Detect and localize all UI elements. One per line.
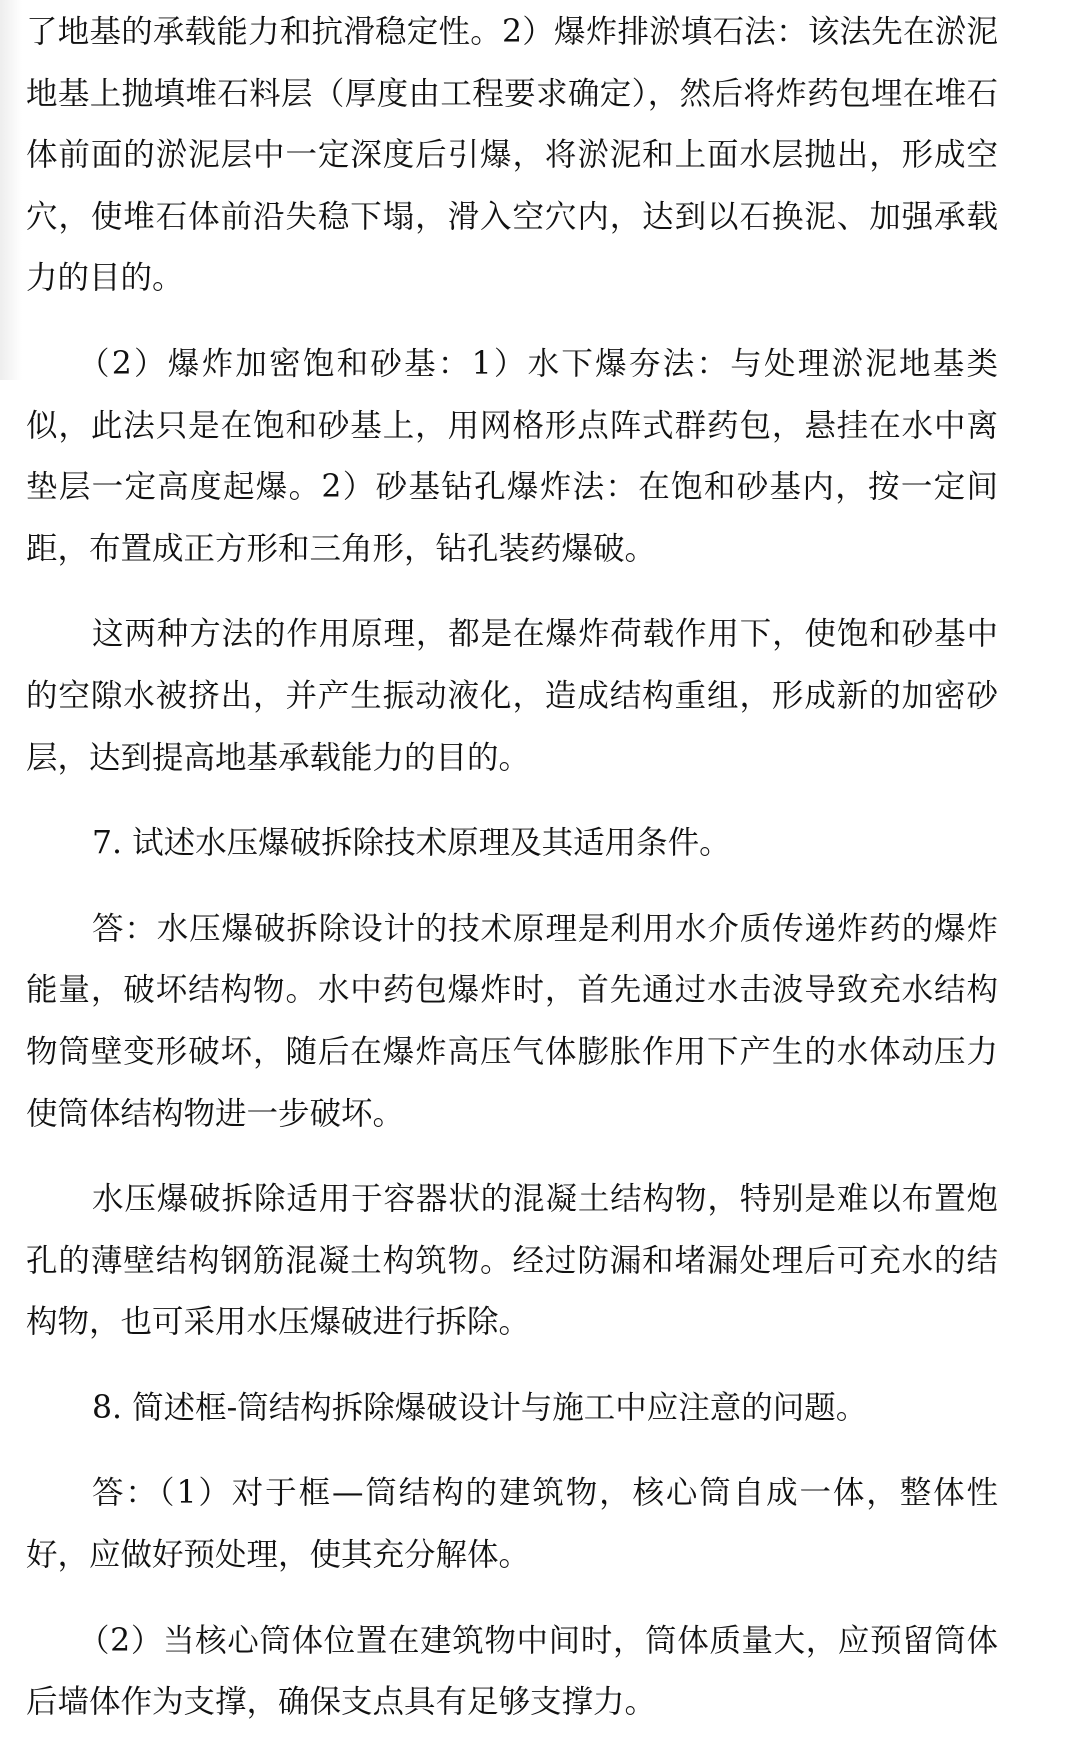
answer-7-principle: 答：水压爆破拆除设计的技术原理是利用水介质传递炸药的爆炸能量，破坏结构物。水中药包爆炸时，首先通过水击波导致充水结构物筒壁变形破坏，随后在爆炸高压气体膨胀作用下产生的水体动压力使筒体结构物进一步破坏。 xyxy=(26,910,998,1132)
answer-8-item-2: （2）当核心筒体位置在建筑物中间时，筒体质量大，应预留筒体后墙体作为支撑，确保支点具有足够支撑力。 xyxy=(26,1622,998,1721)
paragraph-working-principle: 这两种方法的作用原理，都是在爆炸荷载作用下，使饱和砂基中的空隙水被挤出，并产生振动液化，造成结构重组，形成新的加密砂层，达到提高地基承载能力的目的。 xyxy=(26,616,998,776)
question-8: 8. 简述框-筒结构拆除爆破设计与施工中应注意的问题。 xyxy=(92,1389,868,1426)
answer-7-conditions: 水压爆破拆除适用于容器状的混凝土结构物，特别是难以布置炮孔的薄壁结构钢筋混凝土构筑物。经过防漏和堵漏处理后可充水的结构物，也可采用水压爆破进行拆除。 xyxy=(26,1181,998,1341)
question-7: 7. 试述水压爆破拆除技术原理及其适用条件。 xyxy=(92,825,731,862)
answer-8-item-1: 答：（1）对于框—筒结构的建筑物，核心筒自成一体，整体性好，应做好预处理，使其充分解体。 xyxy=(26,1475,998,1574)
page-edge-shadow xyxy=(0,0,22,380)
paragraph-sand-foundation-compaction: （2）爆炸加密饱和砂基：1）水下爆夯法：与处理淤泥地基类似，此法只是在饱和砂基上，用网格形点阵式群药包，悬挂在水中离垫层一定高度起爆。2）砂基钻孔爆炸法：在饱和砂基内，按一定间距，布置成正方形和三角形，钻孔装药爆破。 xyxy=(26,345,998,567)
paragraph-blasting-methods-continued: 了地基的承载能力和抗滑稳定性。2）爆炸排淤填石法：该法先在淤泥地基上抛填堆石料层（厚度由工程要求确定），然后将炸药包埋在堆石体前面的淤泥层中一定深度后引爆，将淤泥和上面水层抛出，形成空穴，使堆石体前沿失稳下塌，滑入空穴内，达到以石换泥、加强承载力的目的。 xyxy=(26,14,998,297)
document-body xyxy=(26,2,998,1734)
